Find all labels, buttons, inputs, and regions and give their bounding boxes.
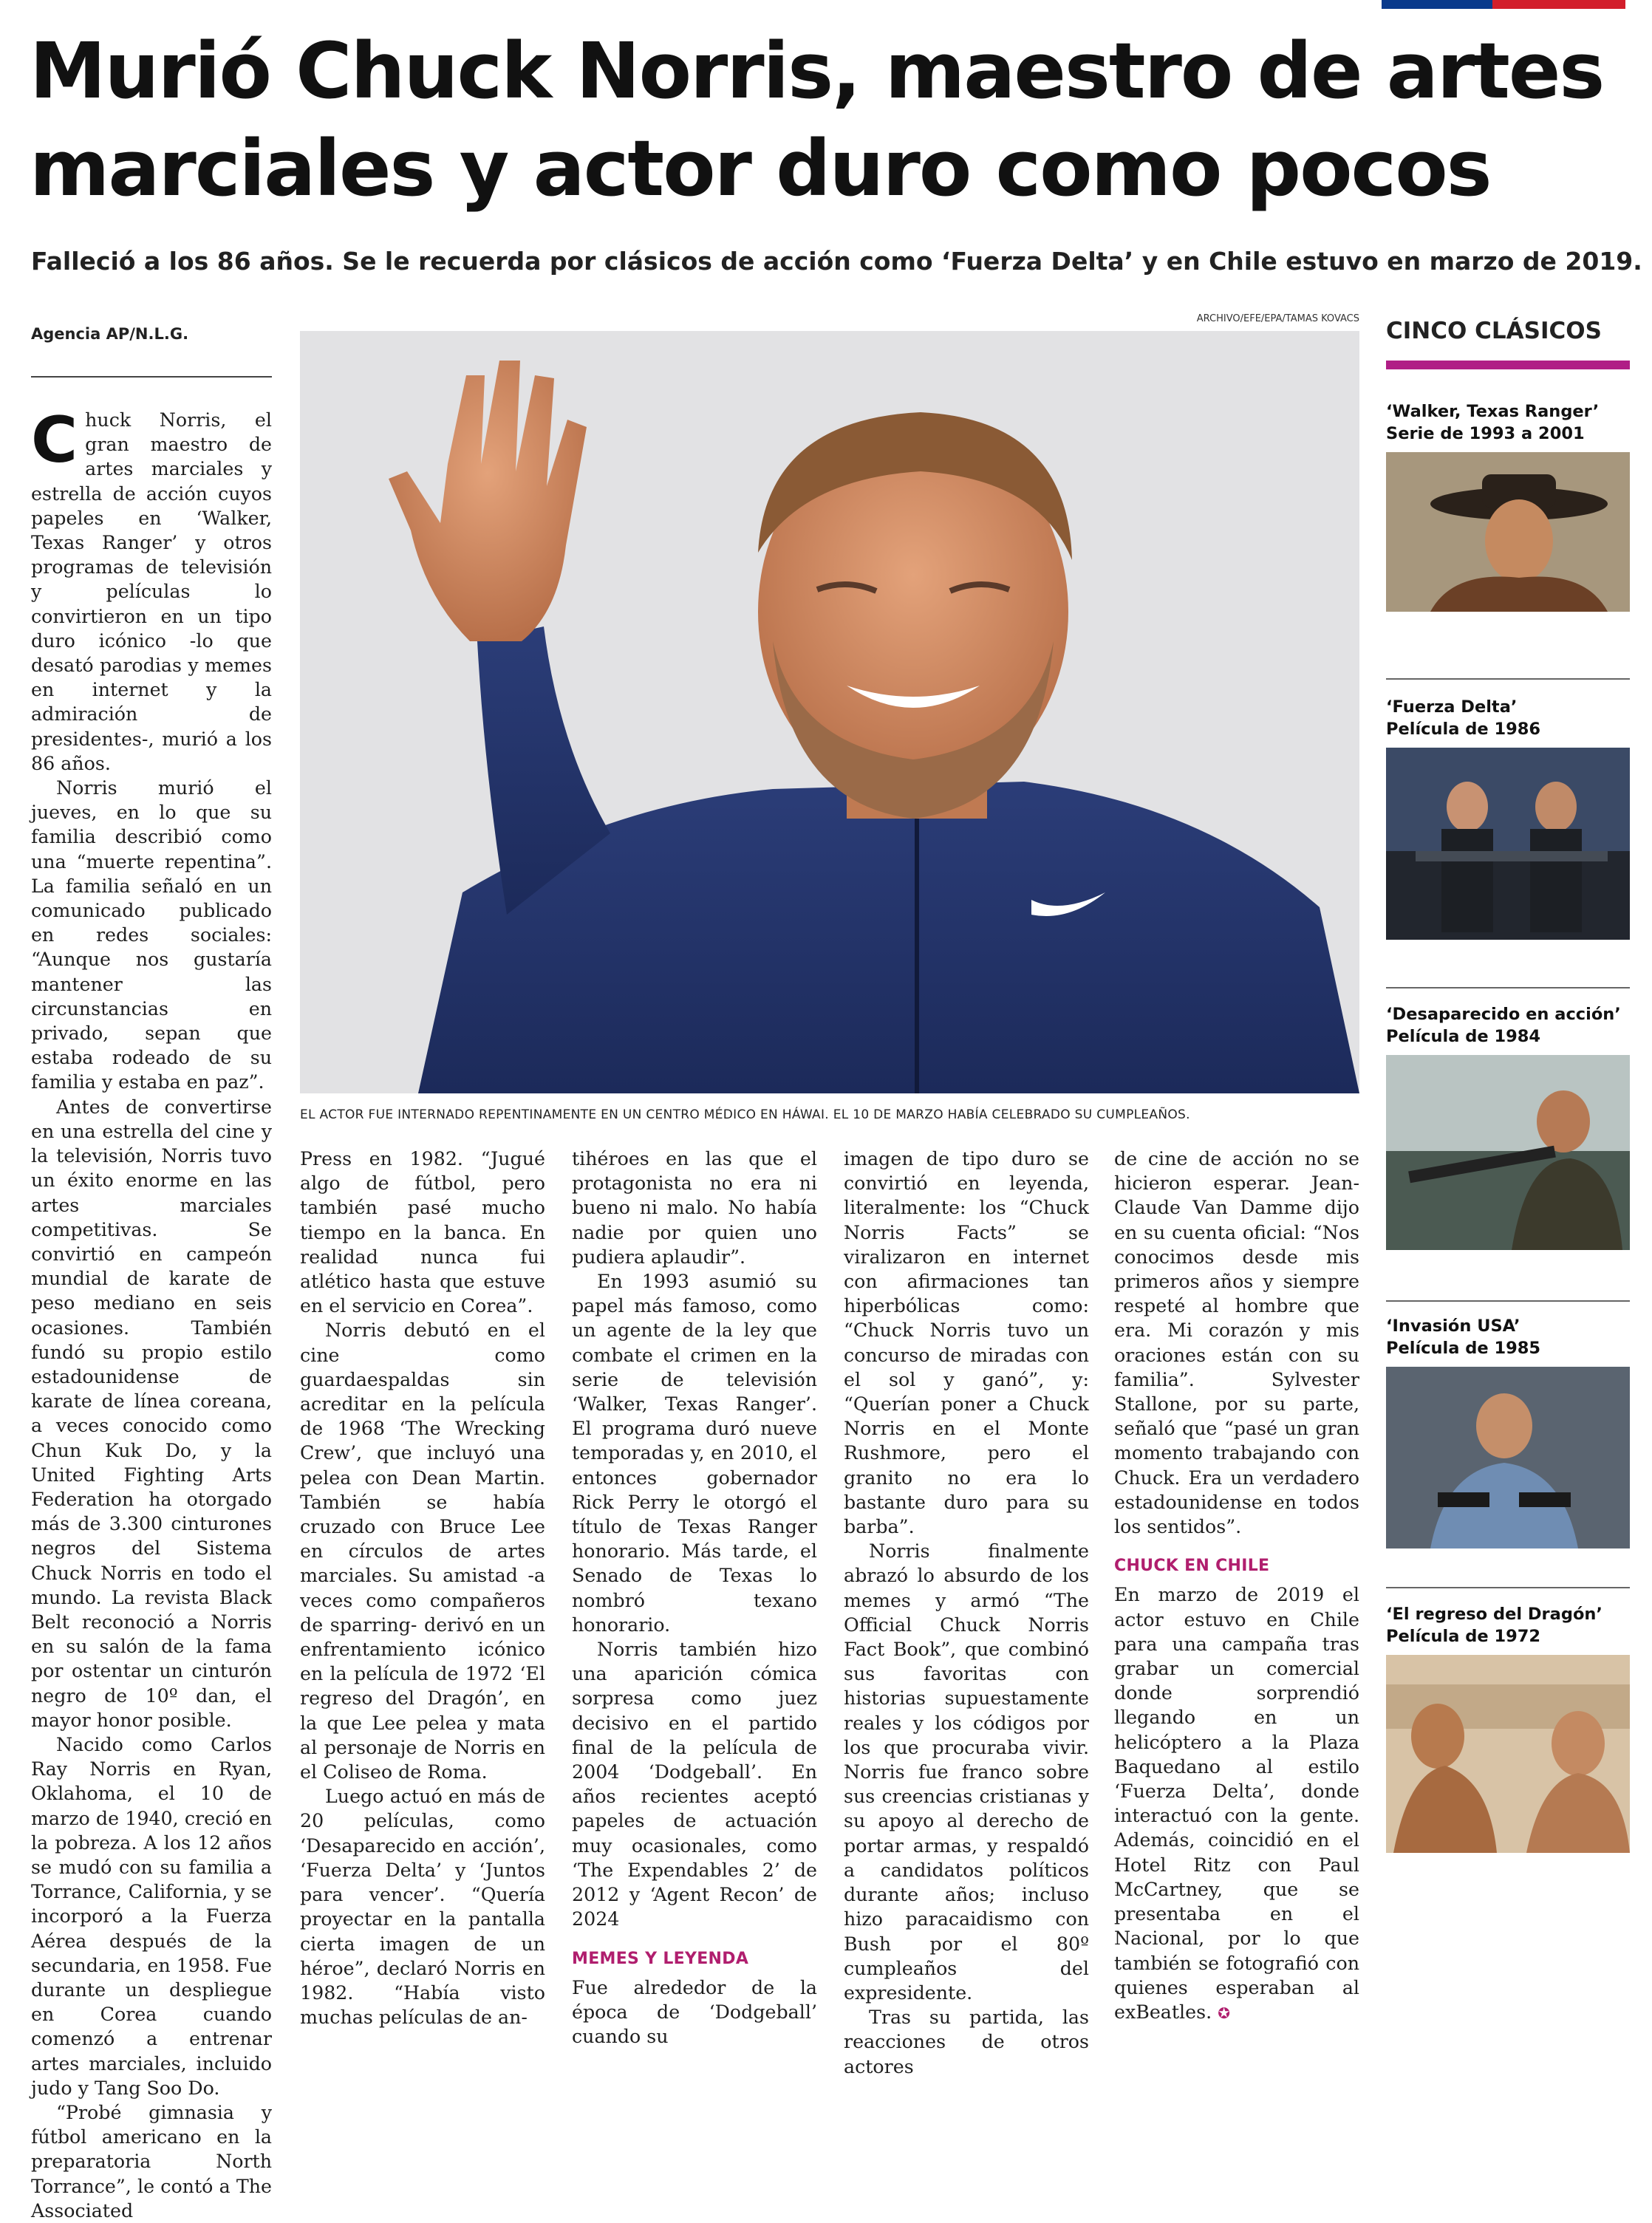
paragraph: Nacido como Carlos Ray Norris en Ryan, Oklahoma, el 10 de marzo de 1940, creció en la pobreza. A los 12 años se mudó con su familia a Torrance, California, y se incorporó a la Fuerza Aérea después de la secundaria, en 1958. Fue durante un despliegue en Corea cuando comenzó a entrenar artes marciales, incluido judo y Tang Soo Do. (31, 1733, 272, 2099)
flag-red-stripe (1492, 0, 1625, 9)
classic-subtitle: Película de 1986 (1386, 720, 1541, 739)
drop-cap: C (31, 403, 78, 477)
classic-item-regreso-dragon (1386, 1603, 1630, 1853)
cowboy-portrait-icon (1386, 452, 1630, 612)
classic-title: ‘Desaparecido en acción’ (1386, 1005, 1621, 1024)
classic-subtitle: Serie de 1993 a 2001 (1386, 424, 1585, 443)
paragraph: Norris finalmente abrazó lo absurdo de los memes y armó “The Official Chuck Norris Fact Book”, que combinó sus favoritas con historias supuestamente reales y los códigos por los que procuraba vivir. Norris fue franco sobre sus creencias cristianas y su apoyo al derecho de portar armas, y respaldó a candidatos políticos durante años; incluso hizo paracaidismo con Bush por el 80º cumpleaños del expresidente. (844, 1540, 1089, 2004)
sidebar-divider (1386, 1300, 1630, 1302)
soldiers-scene-icon (1386, 748, 1630, 940)
article-column-1 (31, 403, 272, 2222)
paragraph: imagen de tipo duro se convirtió en leyenda, literalmente: los “Chuck Norris Facts” se viralizaron en internet con afirmaciones tan hiperbólicas como: “Chuck Norris tuvo un concurso de miradas con el sol y ganó”, y: “Querían poner a Chuck Norris en el Monte Rushmore, pero el granito no era lo bastante duro para su barba”. (844, 1148, 1089, 1538)
sidebar-title: CINCO CLÁSICOS (1386, 318, 1602, 344)
paragraph (1114, 1582, 1359, 2026)
main-photo (300, 331, 1359, 1093)
classic-title: ‘Fuerza Delta’ (1386, 697, 1518, 717)
sidebar-divider (1386, 987, 1630, 988)
paragraph: Norris murió el jueves, en lo que su familia describió como una “muerte repentina”. La familia señaló en un comunicado publicado en redes sociales: “Aunque nos gustaría mantener las circunstancias en privado, sepan que estaba rodeado de su familia y estaba en paz”. (31, 777, 272, 1093)
classic-item-fuerza-delta (1386, 696, 1630, 940)
classic-title: ‘Walker, Texas Ranger’ (1386, 402, 1600, 421)
sidebar-classics (1386, 318, 1630, 1646)
paragraph (31, 403, 272, 776)
paragraph: tihéroes en las que el protagonista no era ni bueno ni malo. No había nadie por quien uno pudiera aplaudir”. (572, 1148, 817, 1268)
headline-line-1: Murió Chuck Norris, maestro de artes (30, 26, 1604, 116)
classic-item-walker (1386, 400, 1630, 612)
dual-guns-icon (1386, 1367, 1630, 1548)
subheadline: Falleció a los 86 años. Se le recuerda por clásicos de acción como ‘Fuerza Delta’ y en Chile estuvo en marzo de 2019. (31, 247, 1642, 276)
paragraph: Tras su partida, las reacciones de otros actores (844, 2007, 1089, 2077)
photo-credit: ARCHIVO/EFE/EPA/TAMAS KOVACS (1196, 313, 1359, 324)
paragraph: Luego actuó en más de 20 películas, como ‘Desaparecido en acción’, ‘Fuerza Delta’ y ‘Juntos para vencer’. “Quería proyectar en la pantalla cierta imagen de un héroe”, declaró Norris en 1982. “Había visto muchas películas de an- (300, 1786, 545, 2029)
classic-item-invasion-usa (1386, 1315, 1630, 1548)
paragraph: de cine de acción no se hicieron esperar. Jean-Claude Van Damme dijo en su cuenta oficial: “Nos conocimos desde mis primeros años y siempre respeté al hombre que era. Mi corazón y mis oraciones están con su familia”. Sylvester Stallone, por su parte, señaló que “pasé un gran momento trabajando con Chuck. Era un verdadero estadounidense en todos los sentidos”. (1114, 1148, 1359, 1538)
byline-rule (31, 376, 272, 378)
section-heading-chile: CHUCK EN CHILE (1114, 1557, 1270, 1576)
classic-item-desaparecido (1386, 1003, 1630, 1250)
article-column-4 (844, 1147, 1089, 2079)
paragraph: Norris debutó en el cine como guardaespaldas sin acreditar en la película de 1968 ‘The Wrecking Crew’, que incluyó una pelea con Dean Martin. También se había cruzado con Bruce Lee en círculos de artes marciales. Su amistad -a veces como compañeros de sparring- derivó en un enfrentamiento icónico en la película de 1972 ‘El regreso del Dragón’, en la que Lee pelea y mata al personaje de Norris en el Coliseo de Roma. (300, 1319, 545, 1783)
paragraph: Fue alrededor de la época de ‘Dodgeball’ cuando su (572, 1976, 817, 2048)
article-column-3 (572, 1147, 817, 2049)
classic-subtitle: Película de 1985 (1386, 1339, 1541, 1358)
sidebar-accent-bar (1386, 361, 1630, 369)
flag-bar (1382, 0, 1625, 9)
flag-blue-stripe (1382, 0, 1492, 9)
sidebar-divider (1386, 678, 1630, 680)
headline (30, 22, 1633, 217)
article-column-5 (1114, 1147, 1359, 2026)
classic-title: ‘El regreso del Dragón’ (1386, 1605, 1602, 1624)
jungle-gunner-icon (1386, 1055, 1630, 1250)
section-heading-memes: MEMES Y LEYENDA (572, 1949, 749, 1968)
classic-title: ‘Invasión USA’ (1386, 1317, 1520, 1336)
classic-subtitle: Película de 1972 (1386, 1627, 1541, 1646)
paragraph: Antes de convertirse en una estrella del cine y la televisión, Norris tuvo un éxito enorme en las artes marciales competitivas. Se convirtió en campeón mundial de karate de peso mediano en seis ocasiones. También fundó su propio estilo estadounidense de karate de línea coreana, a veces conocido como Chun Kuk Do, y la United Fighting Arts Federation ha otorgado más de 3.300 cinturones negros del Sistema Chuck Norris en todo el mundo. La revista Black Belt reconoció a Norris en su salón de la fama por ostentar un cinturón negro de 10º dan, el mayor honor posible. (31, 1096, 272, 1731)
portrait-illustration (300, 331, 1359, 1093)
paragraph: “Probé gimnasia y fútbol americano en la preparatoria North Torrance”, le contó a The Associated (31, 2102, 272, 2222)
paragraph: Press en 1982. “Jugué algo de fútbol, pero también pasé mucho tiempo en la banca. En realidad nunca fui atlético hasta que estuve en el servicio en Corea”. (300, 1148, 545, 1317)
paragraph: En 1993 asumió su papel más famoso, como un agente de la ley que combate el crimen en la serie de televisión ‘Walker, Texas Ranger’. El programa duró nueve temporadas y, en 2010, el entonces gobernador Rick Perry le otorgó el título de Texas Ranger honorario. Más tarde, el Senado de Texas lo nombró texano honorario. (572, 1271, 817, 1636)
headline-line-2: marciales y actor duro como pocos (30, 123, 1491, 214)
paragraph-text: En marzo de 2019 el actor estuvo en Chile para una campaña tras grabar un comercial donde sorprendió llegando en un helicóptero a la Plaza Baquedano al estilo ‘Fuerza Delta’, donde interactuó con la gente. Además, coincidió en el Hotel Ritz con Paul McCartney, que se presentaba en el Nacional, por lo que también se fotografió con quienes esperaban al exBeatles. (1114, 1584, 1359, 2023)
paragraph: Norris también hizo una aparición cómica sorpresa como juez decisivo en el partido final de la película de 2004 ‘Dodgeball’. En años recientes aceptó papeles de actuación muy ocasionales, como ‘The Expendables 2’ de 2012 y ‘Agent Recon’ de 2024 (572, 1639, 817, 1930)
end-mark-icon: ✪ (1218, 2004, 1230, 2022)
article-column-2 (300, 1147, 545, 2029)
byline: Agencia AP/N.L.G. (31, 325, 189, 343)
coliseum-fight-icon (1386, 1655, 1630, 1853)
classic-subtitle: Película de 1984 (1386, 1027, 1541, 1046)
paragraph-text: huck Norris, el gran maestro de artes marciales y estrella de acción cuyos papeles en ‘Walker, Texas Ranger’ y otros programas de televisión y películas lo convirtieron en un tipo duro icónico -lo que desató parodias y memes en internet y la admiración de presidentes-, murió a los 86 años. (31, 409, 272, 774)
photo-caption: EL ACTOR FUE INTERNADO REPENTINAMENTE EN UN CENTRO MÉDICO EN HÁWAI. EL 10 DE MARZO HABÍA CELEBRADO SU CUMPLEAÑOS. (300, 1107, 1190, 1122)
sidebar-divider (1386, 1587, 1630, 1588)
